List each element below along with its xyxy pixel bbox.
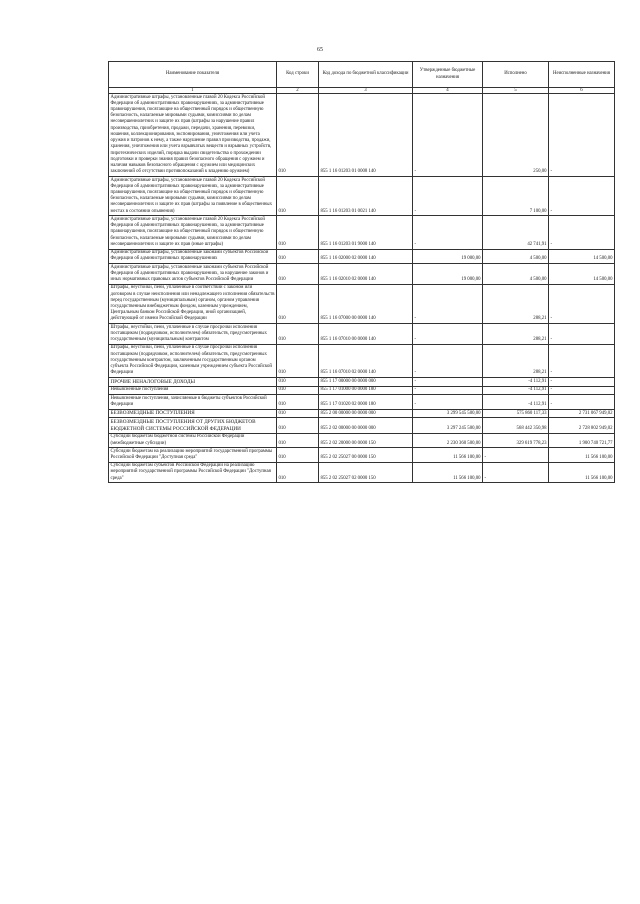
table-header-row <box>109 62 615 88</box>
table-row <box>109 462 615 483</box>
income-code-cell: 855 1 16 02000 02 0000 140 <box>319 249 413 263</box>
column-header: Код дохода по бюджетной классификации <box>319 62 413 88</box>
remaining-amount-cell: 2 728 802 949,02 <box>549 418 615 434</box>
remaining-amount-cell: 2 731 067 949,02 <box>549 409 615 418</box>
executed-amount-cell: -4 112,91 <box>483 395 549 409</box>
executed-amount-cell: 250,00 <box>483 94 549 177</box>
executed-amount-cell: 568 442 350,98 <box>483 418 549 434</box>
indicator-name-cell: Штрафы, неустойки, пени, уплаченные в соответствии с законом или договором в случае неисполнения или ненадлежащего исполнения обязательств перед государственным (муниципальным) органом, органом управления государственным внебюджетным фондом, казенным учреждением, Центральным банком Российской Федерации, иной организацией, действующей от имени Российской Федерации <box>109 284 277 323</box>
executed-amount-cell: -4 112,91 <box>483 378 549 387</box>
remaining-amount-cell: 14 500,00 <box>549 249 615 263</box>
line-code-cell: 010 <box>277 418 319 434</box>
table-row <box>109 216 615 249</box>
remaining-amount-cell: - <box>549 386 615 394</box>
table-row <box>109 409 615 418</box>
line-code-cell: 010 <box>277 409 319 418</box>
line-code-cell: 010 <box>277 378 319 387</box>
table-row <box>109 284 615 323</box>
line-code-cell: 010 <box>277 324 319 345</box>
indicator-name-cell: Штрафы, неустойки, пени, уплаченные в случае просрочки исполнения поставщиком (подрядчиком, исполнителем) обязательств, предусмотренных государственным (муниципальным) контрактом <box>109 324 277 345</box>
table-body <box>109 94 615 483</box>
approved-amount-cell: 2 230 360 500,00 <box>413 433 483 447</box>
remaining-amount-cell: 11 566 100,00 <box>549 462 615 483</box>
line-code-cell: 010 <box>277 177 319 216</box>
column-header: Наименование показателя <box>109 62 277 88</box>
remaining-amount-cell: - <box>549 284 615 323</box>
income-code-cell: 855 1 17 01020 02 0000 180 <box>319 395 413 409</box>
executed-amount-cell: - <box>483 448 549 462</box>
table-row <box>109 249 615 263</box>
income-code-cell: 855 1 16 07010 00 0000 140 <box>319 324 413 345</box>
income-code-cell: 855 2 02 00000 00 0000 000 <box>319 418 413 434</box>
indicator-name-cell: БЕЗВОЗМЕЗДНЫЕ ПОСТУПЛЕНИЯ ОТ ДРУГИХ БЮДЖЕТОВ БЮДЖЕТНОЙ СИСТЕМЫ РОССИЙСКОЙ ФЕДЕРАЦИИ <box>109 418 277 434</box>
column-header: Утвержденные бюджетные назначения <box>413 62 483 88</box>
table-row <box>109 344 615 377</box>
indicator-name-cell: Штрафы, неустойки, пени, уплаченные в случае просрочки исполнения поставщиком (подрядчиком, исполнителем) обязательств, предусмотренных государственным контрактом, заключенным государственным органом субъекта Российской Федерации, казенным учреждением субъекта Российской Федерации <box>109 344 277 377</box>
indicator-name-cell: ПРОЧИЕ НЕНАЛОГОВЫЕ ДОХОДЫ <box>109 378 277 387</box>
table-row <box>109 418 615 434</box>
line-code-cell: 010 <box>277 94 319 177</box>
table-row <box>109 433 615 447</box>
table-row <box>109 324 615 345</box>
income-code-cell: 855 1 16 02010 02 0000 140 <box>319 264 413 285</box>
line-code-cell: 010 <box>277 216 319 249</box>
income-code-cell: 855 1 16 07010 02 0000 140 <box>319 344 413 377</box>
approved-amount-cell: - <box>413 395 483 409</box>
approved-amount-cell: 19 000,00 <box>413 249 483 263</box>
table-row <box>109 94 615 177</box>
column-number: 2 <box>277 88 319 94</box>
column-number: 5 <box>483 88 549 94</box>
table-row <box>109 378 615 387</box>
table-row <box>109 448 615 462</box>
indicator-name-cell: Субсидии бюджетам на реализацию мероприятий государственной программы Российской Федерации "Доступная среда" <box>109 448 277 462</box>
income-code-cell: 855 1 17 00000 00 0000 000 <box>319 378 413 387</box>
executed-amount-cell: - <box>483 462 549 483</box>
indicator-name-cell: Субсидии бюджетам субъектов Российской Федерации на реализацию мероприятий государственной программы Российской Федерации "Доступная среда" <box>109 462 277 483</box>
indicator-name-cell: Административные штрафы, установленные главой 20 Кодекса Российской Федерации об административных правонарушениях, за административные правонарушения, посягающие на общественный порядок и общественную безопасность, налагаемые мировыми судьями, комиссиями по делам несовершеннолетних и защите их прав (штрафы за нарушение правил производства, приобретения, продажи, передачи, хранения, перевозки, ношения, коллекционирования, экспонирования, уничтожения или учета оружия и патронов к нему, а также нарушение правил производства, продажи, хранения, уничтожения или учета взрывчатых веществ и взрывных устройств, пиротехнических изделий, порядка выдачи свидетельства о прохождении подготовки и проверки знания правил безопасного обращения с оружием и наличия навыков безопасного обращения с оружием или медицинских заключений об отсутствии противопоказаний к владению оружием) <box>109 94 277 177</box>
approved-amount-cell: - <box>413 216 483 249</box>
column-number: 4 <box>413 88 483 94</box>
table-row <box>109 395 615 409</box>
approved-amount-cell: 3 299 545 500,00 <box>413 409 483 418</box>
table-row <box>109 177 615 216</box>
income-code-cell: 855 2 00 00000 00 0000 000 <box>319 409 413 418</box>
remaining-amount-cell: - <box>549 177 615 216</box>
executed-amount-cell: 288,21 <box>483 324 549 345</box>
indicator-name-cell: БЕЗВОЗМЕЗДНЫЕ ПОСТУПЛЕНИЯ <box>109 409 277 418</box>
line-code-cell: 010 <box>277 264 319 285</box>
remaining-amount-cell: 11 566 100,00 <box>549 448 615 462</box>
approved-amount-cell: 3 297 245 500,00 <box>413 418 483 434</box>
income-code-cell: 855 2 02 25027 00 0000 150 <box>319 448 413 462</box>
approved-amount-cell: - <box>413 94 483 177</box>
income-code-cell: 855 1 16 01203 01 0021 140 <box>319 177 413 216</box>
income-code-cell: 855 1 17 01000 00 0000 180 <box>319 386 413 394</box>
remaining-amount-cell: - <box>549 216 615 249</box>
line-code-cell: 010 <box>277 395 319 409</box>
remaining-amount-cell: - <box>549 324 615 345</box>
executed-amount-cell: 288,21 <box>483 344 549 377</box>
approved-amount-cell: - <box>413 344 483 377</box>
approved-amount-cell: 11 566 100,00 <box>413 462 483 483</box>
approved-amount-cell: - <box>413 386 483 394</box>
line-code-cell: 010 <box>277 386 319 394</box>
remaining-amount-cell: - <box>549 94 615 177</box>
income-code-cell: 855 1 16 07000 00 0000 140 <box>319 284 413 323</box>
executed-amount-cell: 4 500,00 <box>483 249 549 263</box>
column-header: Неисполненные назначения <box>549 62 615 88</box>
approved-amount-cell: - <box>413 324 483 345</box>
indicator-name-cell: Административные штрафы, установленные законами субъектов Российской Федерации об административных правонарушениях, за нарушение законов и иных нормативных правовых актов субъектов Российской Федерации <box>109 264 277 285</box>
approved-amount-cell: - <box>413 177 483 216</box>
line-code-cell: 010 <box>277 284 319 323</box>
remaining-amount-cell: - <box>549 395 615 409</box>
executed-amount-cell: 329 619 778,23 <box>483 433 549 447</box>
column-number: 1 <box>109 88 277 94</box>
indicator-name-cell: Невыясненные поступления, зачисляемые в бюджеты субъектов Российской Федерации <box>109 395 277 409</box>
remaining-amount-cell: - <box>549 378 615 387</box>
line-code-cell: 010 <box>277 462 319 483</box>
executed-amount-cell: 7 100,00 <box>483 177 549 216</box>
executed-amount-cell: 4 500,00 <box>483 264 549 285</box>
remaining-amount-cell: 14 500,00 <box>549 264 615 285</box>
income-code-cell: 855 1 16 01203 01 9000 140 <box>319 216 413 249</box>
line-code-cell: 010 <box>277 344 319 377</box>
remaining-amount-cell: 1 900 740 721,77 <box>549 433 615 447</box>
budget-report-table <box>108 61 615 483</box>
executed-amount-cell: -4 112,91 <box>483 386 549 394</box>
executed-amount-cell: 288,21 <box>483 284 549 323</box>
page-number: 65 <box>317 47 323 53</box>
executed-amount-cell: 42 741,91 <box>483 216 549 249</box>
approved-amount-cell: - <box>413 378 483 387</box>
column-header: Исполнено <box>483 62 549 88</box>
income-code-cell: 855 2 02 25027 02 0000 150 <box>319 462 413 483</box>
approved-amount-cell: - <box>413 284 483 323</box>
approved-amount-cell: 19 000,00 <box>413 264 483 285</box>
line-code-cell: 010 <box>277 448 319 462</box>
table-row <box>109 264 615 285</box>
indicator-name-cell: Субсидии бюджетам бюджетной системы Российской Федерации (межбюджетные субсидии) <box>109 433 277 447</box>
indicator-name-cell: Административные штрафы, установленные главой 20 Кодекса Российской Федерации об административных правонарушениях, за административные правонарушения, посягающие на общественный порядок и общественную безопасность, налагаемые мировыми судьями, комиссиями по делам несовершеннолетних и защите их прав (иные штрафы) <box>109 216 277 249</box>
column-number: 3 <box>319 88 413 94</box>
approved-amount-cell: 11 566 100,00 <box>413 448 483 462</box>
remaining-amount-cell: - <box>549 344 615 377</box>
indicator-name-cell: Административные штрафы, установленные законами субъектов Российской Федерации об административных правонарушениях <box>109 249 277 263</box>
indicator-name-cell: Невыясненные поступления <box>109 386 277 394</box>
indicator-name-cell: Административные штрафы, установленные главой 20 Кодекса Российской Федерации об административных правонарушениях, за административные правонарушения, посягающие на общественный порядок и общественную безопасность, налагаемые мировыми судьями, комиссиями по делам несовершеннолетних и защите их прав (штрафы за появление в общественных местах в состоянии опьянения) <box>109 177 277 216</box>
income-code-cell: 855 2 02 20000 00 0000 150 <box>319 433 413 447</box>
column-number: 6 <box>549 88 615 94</box>
column-header: Код строки <box>277 62 319 88</box>
executed-amount-cell: 575 860 117,33 <box>483 409 549 418</box>
table-row <box>109 386 615 394</box>
line-code-cell: 010 <box>277 433 319 447</box>
income-code-cell: 855 1 16 01203 01 0008 140 <box>319 94 413 177</box>
line-code-cell: 010 <box>277 249 319 263</box>
